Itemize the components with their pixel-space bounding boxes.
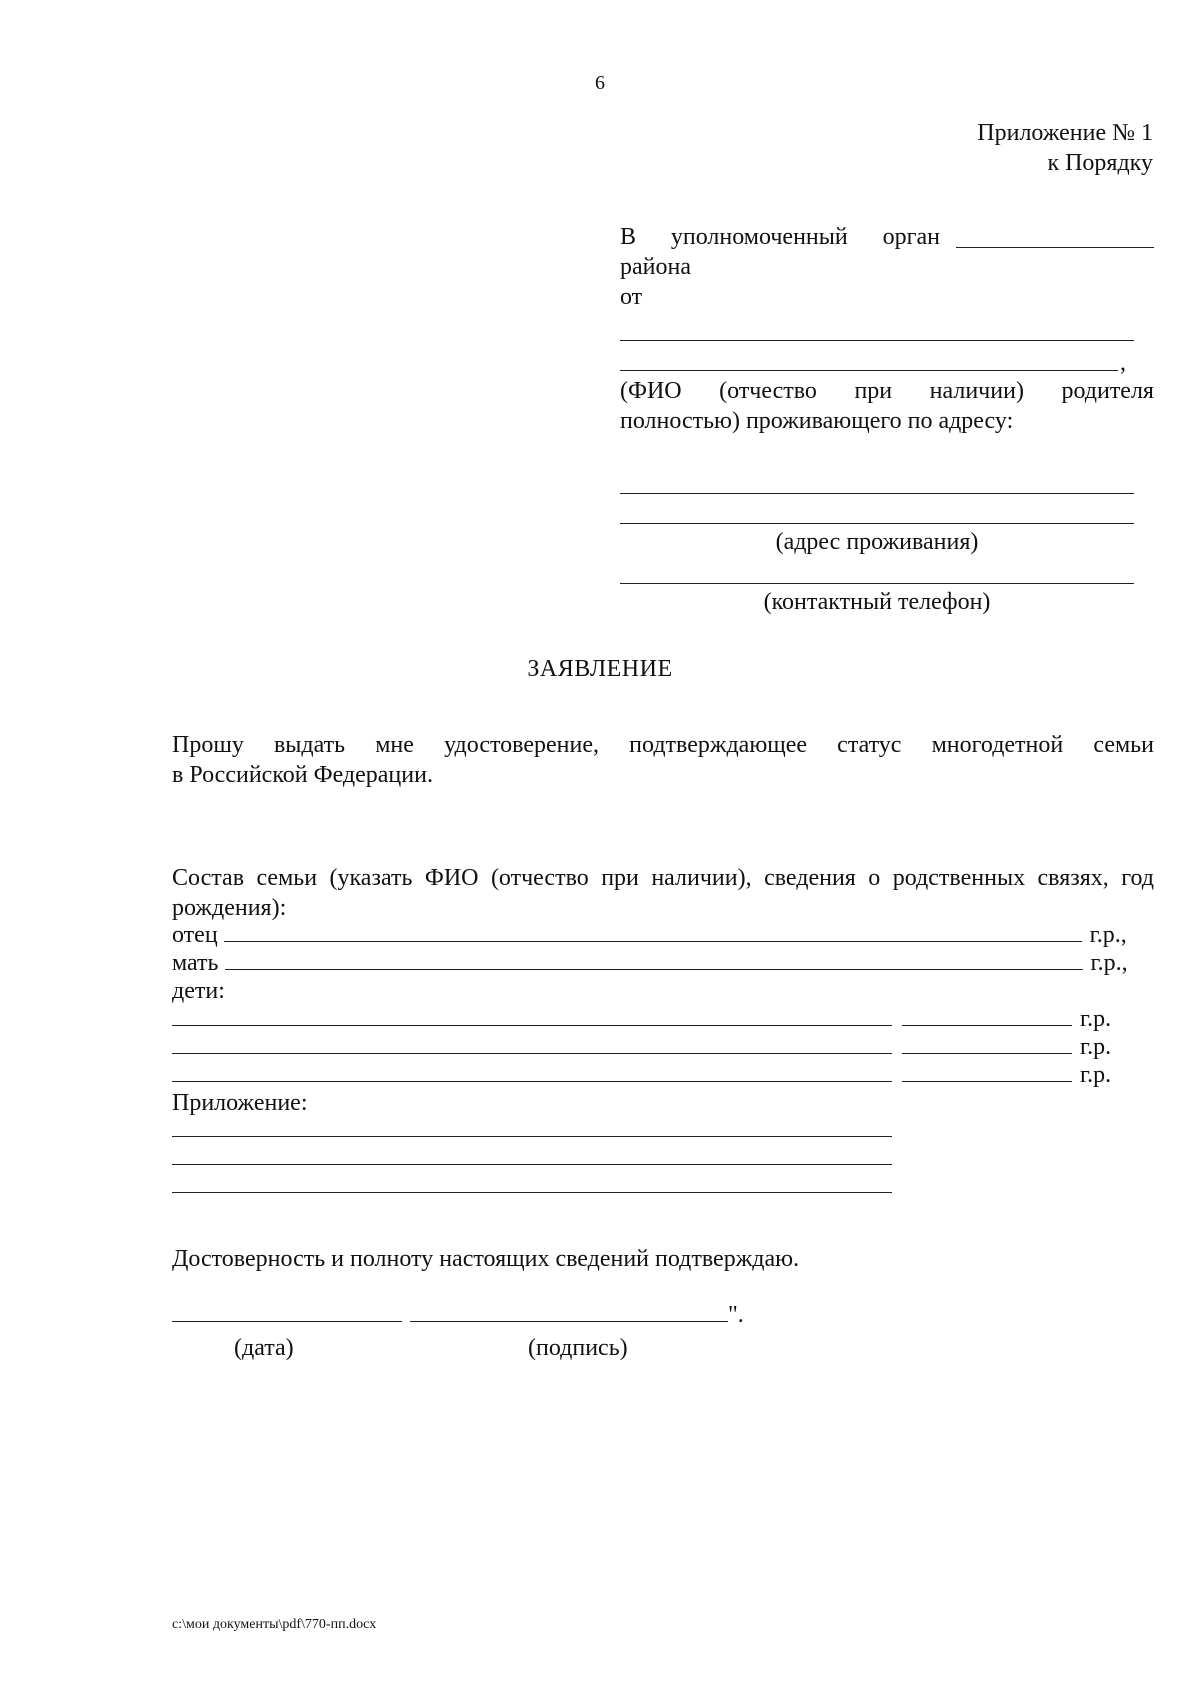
family-word: год [1121,865,1154,891]
phone-line[interactable] [620,583,1134,584]
child-name-field[interactable] [172,1061,892,1082]
request-word: статус [837,732,902,758]
children-label: дети: [172,978,225,1004]
footer-file-path: c:\мои документы\pdf\770-пп.docx [172,1617,377,1632]
family-word: ФИО [424,865,479,891]
attachment-label: Приложение: [172,1090,308,1116]
address-line-2[interactable] [620,523,1134,524]
child-row [172,1032,1111,1062]
attachment-field[interactable] [172,1144,892,1165]
attachment-row [172,1172,892,1193]
request-word: выдать [273,732,346,758]
page-number: 6 [595,72,605,94]
appendix-number: Приложение № 1 [977,120,1153,146]
family-word: о [868,865,881,891]
father-row [172,920,1127,950]
applicant-name-line-2[interactable] [620,370,1118,371]
fio-word: (отчество [719,378,817,404]
request-paragraph [172,730,1154,790]
family-word: (указать [329,865,413,891]
family-paragraph [172,863,1154,923]
child-year-field[interactable] [902,1033,1072,1054]
family-word: семьи [256,865,318,891]
appendix-header [977,118,1153,178]
family-word: родственных [892,865,1026,891]
confirmation-text: Достоверность и полноту настоящих сведений подтверждаю. [172,1246,800,1272]
signature-caption: (подпись) [528,1335,628,1361]
fio-word: (ФИО [620,378,682,404]
attachment-row [172,1116,892,1137]
child-year-suffix: г.р. [1080,1006,1112,1032]
recipient-word: орган [882,224,940,250]
child-name-field[interactable] [172,1005,892,1026]
document-title: ЗАЯВЛЕНИЕ [527,656,673,682]
authority-blank-line[interactable] [956,247,1154,248]
family-word: связях, [1037,865,1109,891]
father-name-field[interactable] [224,921,1082,942]
child-year-suffix: г.р. [1080,1062,1112,1088]
date-field[interactable] [172,1301,402,1322]
signature-row [172,1300,744,1330]
comma: , [1120,350,1126,376]
address-line-1[interactable] [620,493,1134,494]
fio-word: наличии) [929,378,1024,404]
fio-caption-line-2: полностью) проживающего по адресу: [620,408,1014,434]
request-word: удостоверение, [444,732,600,758]
family-line-2: рождения): [172,895,287,921]
attachment-field[interactable] [172,1172,892,1193]
closing-quote: ". [728,1302,744,1328]
fio-word: при [854,378,893,404]
recipient-word: уполномоченный [670,224,848,250]
address-caption: (адрес проживания) [775,529,979,555]
family-word: Состав [172,865,245,891]
recipient-district: района [620,254,691,280]
recipient-from: от [620,284,643,310]
signature-field[interactable] [410,1301,728,1322]
request-word: многодетной [931,732,1064,758]
family-word: наличии), [651,865,752,891]
request-word: Прошу [172,732,244,758]
child-name-field[interactable] [172,1033,892,1054]
family-word: при [601,865,639,891]
request-line-2: в Российской Федерации. [172,762,433,788]
mother-label: мать [172,950,219,976]
father-year-suffix: г.р., [1089,922,1127,948]
mother-row [172,948,1128,978]
date-caption: (дата) [234,1335,294,1361]
child-year-field[interactable] [902,1061,1072,1082]
child-year-field[interactable] [902,1005,1072,1026]
attachment-row [172,1144,892,1165]
child-row [172,1004,1111,1034]
child-year-suffix: г.р. [1080,1034,1112,1060]
family-word: сведения [764,865,856,891]
child-row [172,1060,1111,1090]
mother-name-field[interactable] [225,949,1083,970]
father-label: отец [172,922,218,948]
request-word: мне [375,732,414,758]
request-word: семьи [1093,732,1154,758]
applicant-name-line-1[interactable] [620,340,1134,341]
fio-word: родителя [1061,378,1154,404]
family-word: (отчество [490,865,589,891]
recipient-word: В [620,224,637,250]
mother-year-suffix: г.р., [1090,950,1128,976]
appendix-reference: к Порядку [1047,150,1153,176]
request-word: подтверждающее [629,732,808,758]
phone-caption: (контактный телефон) [763,589,991,615]
attachment-field[interactable] [172,1116,892,1137]
fio-caption [620,376,1154,436]
